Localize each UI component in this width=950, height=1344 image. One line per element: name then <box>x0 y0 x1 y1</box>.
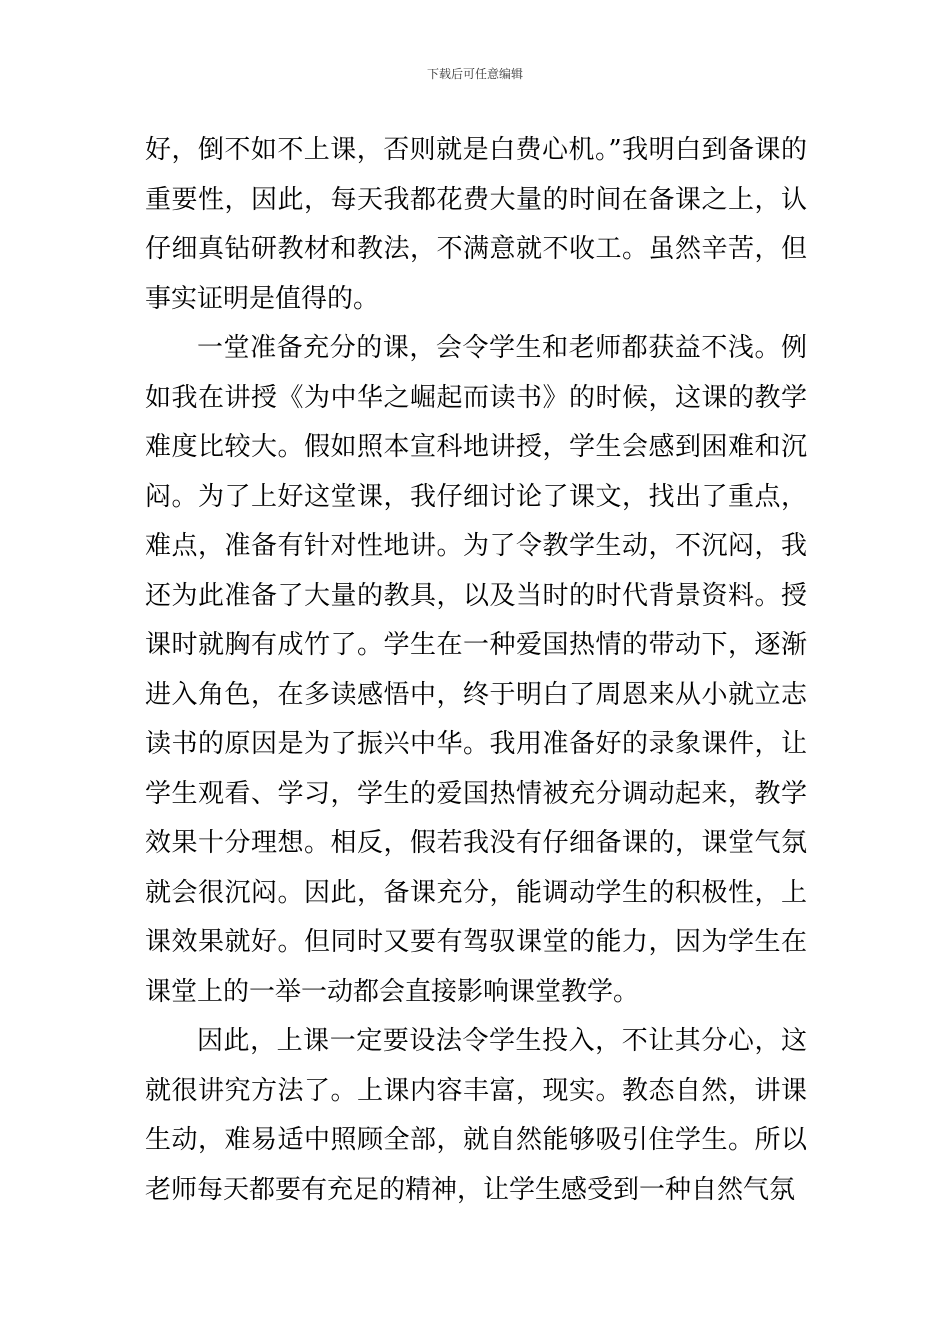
document-body <box>145 126 807 1215</box>
paragraph-1: 好，倒不如不上课，否则就是白费心机。”我明白到备课的重要性，因此，每天我都花费大量的时间在备课之上，认仔细真钻研教材和教法，不满意就不收工。虽然辛苦，但事实证明是值得的。 <box>145 135 807 314</box>
paragraph-3: 因此，上课一定要设法令学生投入，不让其分心，这就很讲究方法了。上课内容丰富，现实。教态自然，讲课生动，难易适中照顾全部，就自然能够吸引住学生。所以老师每天都要有充足的精神，让学生感受到一种自然气氛 <box>145 1026 807 1205</box>
paragraph-2: 一堂准备充分的课，会令学生和老师都获益不浅。例如我在讲授《为中华之崛起而读书》的时候，这课的教学难度比较大。假如照本宣科地讲授，学生会感到困难和沉闷。为了上好这堂课，我仔细讨论了课文，找出了重点，难点，准备有针对性地讲。为了令教学生动，不沉闷，我还为此准备了大量的教具，以及当时的时代背景资料。授课时就胸有成竹了。学生在一种爱国热情的带动下，逐渐进入角色，在多读感悟中，终于明白了周恩来从小就立志读书的原因是为了振兴中华。我用准备好的录象课件，让学生观看、学习，学生的爱国热情被充分调动起来，教学效果十分理想。相反，假若我没有仔细备课的，课堂气氛就会很沉闷。因此，备课充分，能调动学生的积极性，上课效果就好。但同时又要有驾驭课堂的能力，因为学生在课堂上的一举一动都会直接影响课堂教学。 <box>145 333 807 1007</box>
page-header: 下载后可任意编辑 <box>426 67 523 81</box>
